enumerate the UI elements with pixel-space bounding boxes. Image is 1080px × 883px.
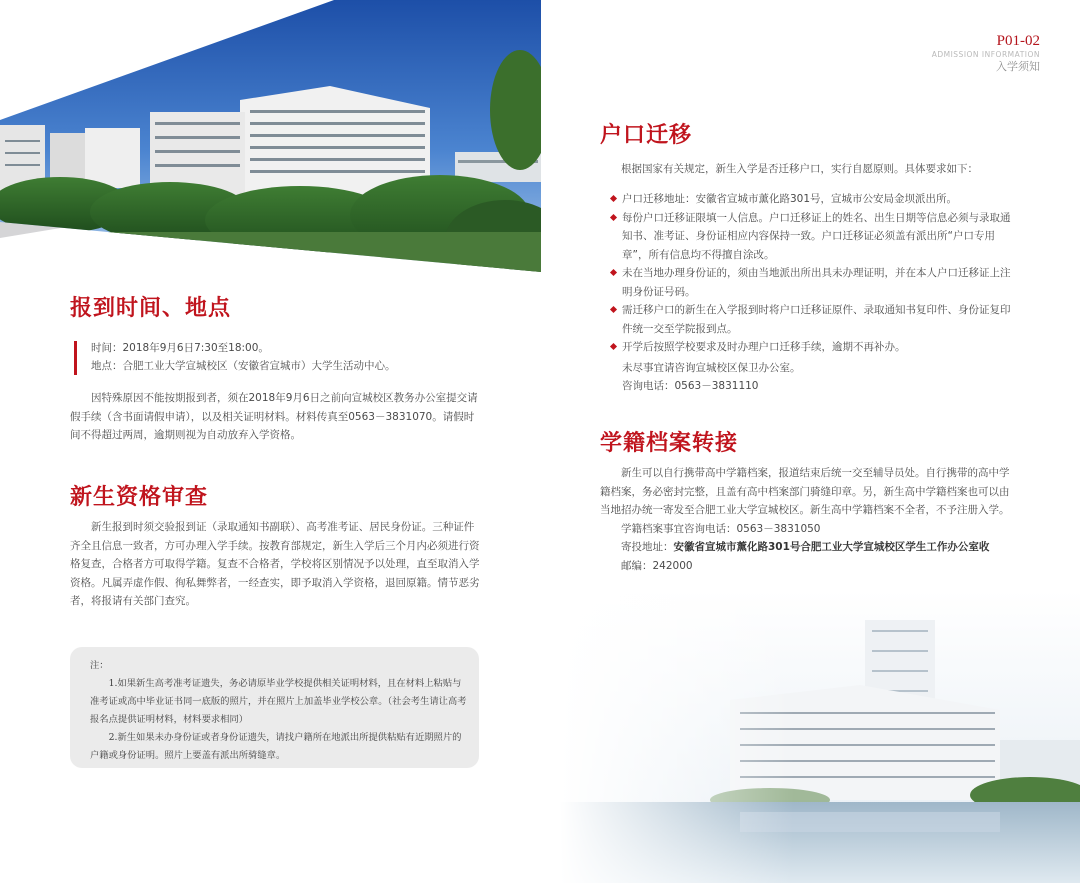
diamond-bullet-icon bbox=[610, 306, 617, 313]
hukou-intro: 根据国家有关规定，新生入学是否迁移户口，实行自愿原则。具体要求如下： bbox=[621, 163, 978, 175]
diamond-bullet-icon bbox=[610, 213, 617, 220]
hukou-bullet bbox=[622, 209, 1012, 265]
hukou-bullet-text: 开学后按照学校要求及时办理户口迁移手续，逾期不再补办。 bbox=[622, 341, 906, 353]
archives-heading: 学籍档案转接 bbox=[600, 431, 739, 456]
archives-address-label: 寄投地址： bbox=[621, 541, 674, 553]
registration-time: 时间：2018年9月6日7:30至18:00。 bbox=[91, 342, 269, 354]
campus-photo-bottom bbox=[560, 590, 1080, 883]
archives-phone: 学籍档案事宜咨询电话：0563－3831050 bbox=[621, 522, 821, 535]
qualification-paragraph-block bbox=[70, 518, 482, 611]
hukou-bullet bbox=[622, 301, 1012, 338]
archives-block bbox=[600, 464, 1012, 575]
archives-paragraph: 新生可以自行携带高中学籍档案，报道结束后统一交至辅导员处。自行携带的高中学籍档案，务必密封完整，且盖有高中档案部门骑缝印章。另，新生高中学籍档案也可以由当地招办统一寄发至合肥工业大学宣城校区。新生高中学籍档案不全者，不予注册入学。 bbox=[600, 467, 1010, 516]
page-number: P01-02 bbox=[996, 33, 1040, 49]
registration-heading: 报到时间、地点 bbox=[70, 296, 232, 321]
archives-postcode: 邮编：242000 bbox=[621, 559, 693, 572]
diamond-bullet-icon bbox=[610, 343, 617, 350]
note-label: 注： bbox=[90, 660, 109, 671]
diamond-bullet-icon bbox=[610, 195, 617, 202]
hukou-heading: 户口迁移 bbox=[600, 123, 693, 148]
qualification-heading: 新生资格审查 bbox=[70, 485, 209, 510]
hukou-bullet bbox=[622, 190, 1012, 209]
archives-address bbox=[600, 538, 1012, 557]
campus-building-illustration bbox=[0, 0, 541, 272]
campus-photo-top bbox=[0, 0, 541, 272]
registration-place: 地点：合肥工业大学宣城校区（安徽省宣城市）大学生活动中心。 bbox=[91, 360, 396, 372]
registration-paragraph: 因特殊原因不能按期报到者，须在2018年9月6日之前向宣城校区教务办公室提交请假手续（含书面请假申请），以及相关证明材料。材料传真至0563－3831070。请假时间不得超过两周，逾期则视为自动放弃入学资格。 bbox=[70, 392, 478, 441]
page-header bbox=[932, 33, 1040, 74]
diamond-bullet-icon bbox=[610, 269, 617, 276]
hukou-intro-block bbox=[600, 160, 1010, 179]
hukou-bullet-text: 未在当地办理身份证的，须由当地派出所出具未办理证明，并在本人户口迁移证上注明身份证号码。 bbox=[622, 267, 1011, 298]
note-item-2: 2.新生如果未办身份证或者身份证遗失，请找户籍所在地派出所提供粘贴有近期照片的户籍或身份证明。照片上要盖有派出所骑缝章。 bbox=[90, 732, 462, 761]
hukou-bullet-text: 户口迁移地址：安徽省宣城市薰化路301号，宣城市公安局金坝派出所。 bbox=[622, 193, 958, 205]
note-box bbox=[70, 647, 479, 768]
registration-paragraph-block bbox=[70, 389, 482, 445]
page-english-title: ADMISSION INFORMATION bbox=[931, 50, 1040, 59]
hukou-bullet-list bbox=[622, 190, 1012, 396]
note-item-1: 1.如果新生高考准考证遗失，务必请原毕业学校提供相关证明材料，且在材料上粘贴与准考证或高中毕业证书同一底版的照片，并在照片上加盖毕业学校公章。（社会考生请让高考报名点提供证明材料，材料要求相同） bbox=[90, 678, 467, 725]
page-chinese-title: 入学须知 bbox=[996, 60, 1040, 73]
hukou-bullet-text: 需迁移户口的新生在入学报到时将户口迁移证原件、录取通知书复印件、身份证复印件统一交至学院报到点。 bbox=[622, 304, 1011, 335]
hukou-closing-2: 咨询电话：0563－3831110 bbox=[622, 380, 759, 392]
qualification-paragraph: 新生报到时须交验报到证（录取通知书副联）、高考准考证、居民身份证。三种证件齐全且信息一致者，方可办理入学手续。按教育部规定，新生入学后三个月内必须进行资格复查，合格者方可取得学籍。复查不合格者，学校将区别情况予以处理，直至取消入学资格。凡属弄虚作假、徇私舞弊者，一经查实，即予取消入学资格，退回原籍。情节恶劣者，将报请有关部门查究。 bbox=[70, 521, 480, 607]
hukou-closing-1: 未尽事宜请咨询宣城校区保卫办公室。 bbox=[622, 361, 801, 374]
hukou-bullet-text: 每份户口迁移证限填一人信息。户口迁移证上的姓名、出生日期等信息必须与录取通知书、准考证、身份证相应内容保持一致。户口迁移证必须盖有派出所“户口专用章”，所有信息均不得擅自涂改。 bbox=[622, 211, 1011, 261]
hukou-bullet bbox=[622, 338, 1012, 357]
accent-bar bbox=[74, 341, 77, 375]
campus-lake-illustration bbox=[560, 590, 1080, 883]
hukou-bullet bbox=[622, 264, 1012, 301]
archives-address-value: 安徽省宣城市薰化路301号合肥工业大学宣城校区学生工作办公室收 bbox=[673, 541, 990, 553]
